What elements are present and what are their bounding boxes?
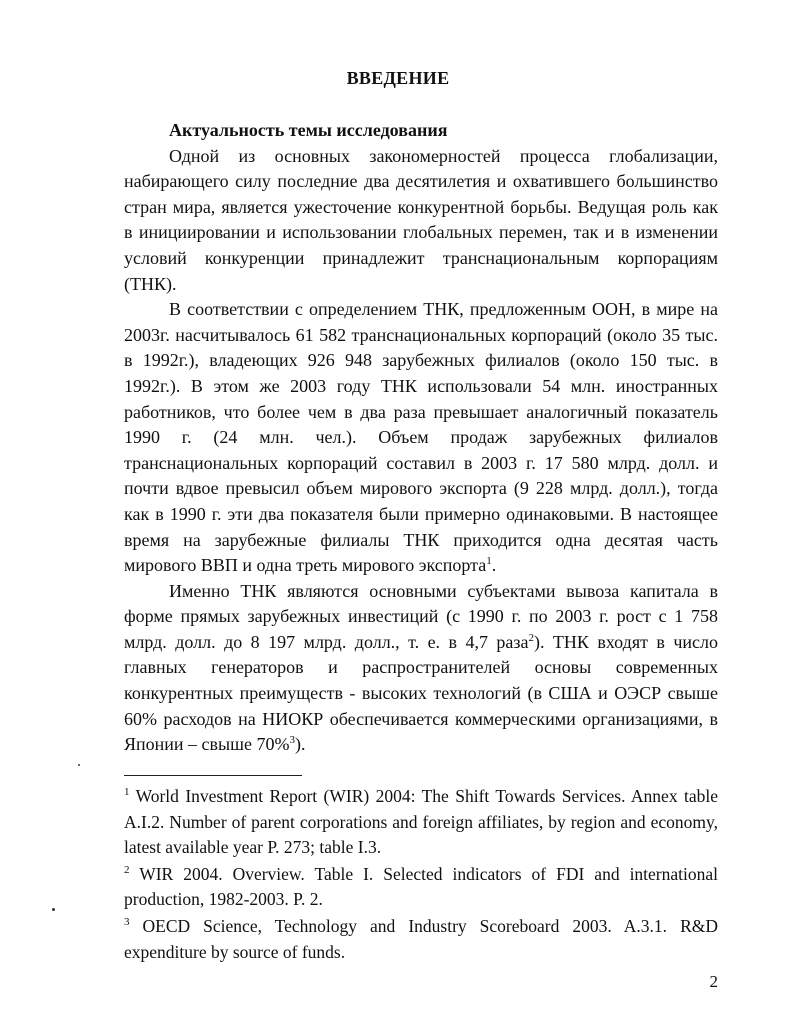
footnote-number: 1: [124, 786, 130, 799]
paragraph-2: [124, 297, 718, 579]
scan-speck: [52, 908, 55, 911]
footnote-number: 2: [124, 863, 130, 876]
main-text: [124, 118, 718, 758]
page-title: ВВЕДЕНИЕ: [346, 68, 450, 88]
paragraph-2-end: .: [491, 555, 497, 576]
footnote-separator: [124, 775, 302, 776]
footnote-2: [124, 862, 718, 913]
paragraph-3-end: ).: [294, 734, 306, 755]
paragraph-3: [124, 579, 718, 758]
footnote-number: 3: [124, 916, 130, 929]
page-number: 2: [709, 972, 718, 991]
paragraph-1: [124, 144, 718, 298]
paragraph-1-text: Одной из основных закономерностей процесса глобализации, набирающего силу последние два десятилетия и охватившего большинство стран мира, является ужесточение конкурентной борьбы. Ведущая роль как в инициировании и использовании глобальных перемен, так и в изменении условий конкуренции принадлежит транснациональным корпорациям (ТНК).: [124, 145, 718, 294]
footnote-ref-3[interactable]: 3: [289, 734, 295, 747]
footnote-text: World Investment Report (WIR) 2004: The Shift Towards Services. Annex table A.I.2. Number of parent corporations and foreign affiliates, by region and economy, latest available year P. 273; table I.3.: [124, 786, 718, 858]
footnote-ref-2[interactable]: 2: [528, 631, 534, 644]
paragraph-2-text: В соответствии с определением ТНК, предложенным ООН, в мире на 2003г. насчитывалось 61 582 транснациональных корпораций (около 35 тыс. в 1992г.), владеющих 926 948 зарубежных филиалов (около 150 тыс. в 1992г.). В этом же 2003 году ТНК использовали 54 млн. иностранных работников, что более чем в два раза превышает аналогичный показатель 1990 г. (24 млн. чел.). Объем продаж зарубежных филиалов транснациональных корпораций составил в 2003 г. 17 580 млрд. долл. и почти вдвое превысил объем мирового экспорта (9 228 млрд. долл.), тогда как в 1990 г. эти два показателя были примерно одинаковыми. В настоящее время на зарубежные филиалы ТНК приходится одна десятая часть мирового ВВП и одна треть мирового экспорта: [124, 299, 718, 576]
section-heading: Актуальность темы исследования: [169, 120, 448, 140]
footnote-text: OECD Science, Technology and Industry Scoreboard 2003. A.3.1. R&D expenditure by source of funds.: [124, 915, 718, 962]
footnote-text: WIR 2004. Overview. Table I. Selected indicators of FDI and international production, 1982-2003. P. 2.: [124, 863, 719, 910]
scan-speck: [78, 764, 80, 766]
footnotes: [124, 784, 718, 966]
footnote-1: [124, 784, 718, 861]
footnote-ref-1[interactable]: 1: [486, 555, 492, 568]
footnote-3: [124, 914, 718, 965]
paragraph-3-text-a: Именно ТНК являются основными субъектами вывоза капитала в форме прямых зарубежных инвестиций (с 1990 г. по 2003 г. рост с 1 758 млрд. долл. до 8 197 млрд. долл., т. е. в 4,7 раза: [124, 580, 718, 652]
paragraph-3-text-b: ). ТНК входят в число главных генераторов и распространителей основы современных конкурентных преимуществ - высоких технологий (в США и ОЭСР свыше 60% расходов на НИОКР обеспечивается коммерческими организациями, в Японии – свыше 70%: [124, 631, 719, 755]
